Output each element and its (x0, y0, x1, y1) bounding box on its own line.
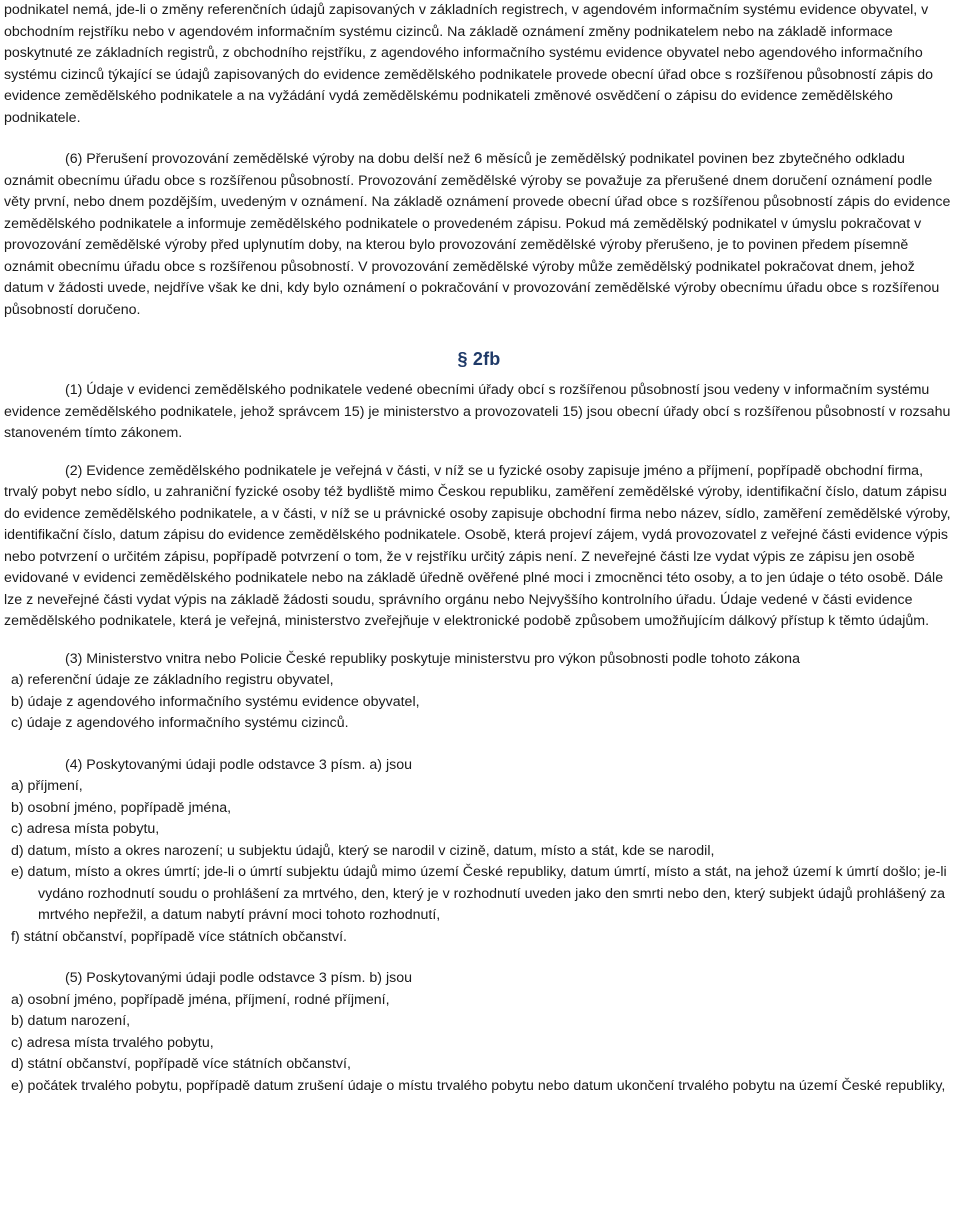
paragraph-1: (1) Údaje v evidenci zemědělského podnikatele vedené obecními úřady obcí s rozšířenou působností jsou vedeny v informačním systému evidence zemědělského podnikatele, jehož správcem 15) je ministerstvo a provozovateli 15) jsou obecní úřady obcí s rozšířenou působností v rozsahu stanoveném tímto zákonem. (4, 382, 951, 441)
list-item: c) adresa místa trvalého pobytu, (11, 1034, 214, 1051)
list-item: d) státní občanství, popřípadě více státních občanství, (11, 1056, 351, 1072)
list-item: e) počátek trvalého pobytu, popřípadě datum zrušení údaje o místu trvalého pobytu nebo datum ukončení trvalého pobytu na území České republiky, (11, 1077, 946, 1094)
list-item: b) datum narození, (11, 1013, 131, 1029)
paragraph-5-intro: (5) Poskytovanými údaji podle odstavce 3 písm. b) jsou (65, 970, 412, 986)
list-item: b) údaje z agendového informačního systému evidence obyvatel, (11, 693, 420, 710)
paragraph-6: (6) Přerušení provozování zemědělské výroby na dobu delší než 6 měsíců je zemědělský podnikatel povinen bez zbytečného odkladu oznámit obecnímu úřadu obce s rozšířenou působností. Provozování zemědělské výroby se považuje za přerušené dnem doručení oznámení podle věty první, nebo dnem pozdějším, uvedeným v oznámení. Na základě oznámení provede obecní úřad obce s rozšířenou působností zápis do evidence zemědělského podnikatele a informuje zemědělského podnikatele o provedeném zápisu. Pokud má zemědělský podnikatel v úmyslu pokračovat v provozování zemědělské výroby před uplynutím doby, na kterou bylo provozování zemědělské výroby přerušeno, je to povinen předem písemně oznámit obecnímu úřadu obce s rozšířenou působností. V provozování zemědělské výroby může zemědělský podnikatel pokračovat dnem, jehož datum v žádosti uvede, nejdříve však ke dni, kdy bylo oznámení o pokračování v provozování zemědělské výroby obecnímu úřadu obce s rozšířenou působností doručeno. (4, 151, 951, 318)
list-item: c) údaje z agendového informačního systému cizinců. (11, 715, 349, 731)
paragraph-continuation: podnikatel nemá, jde-li o změny referenčních údajů zapisovaných v základních registrech, v agendovém informačním systému evidence obyvatel, v obchodním rejstříku nebo v agendovém informačním systému cizinců. Na základě oznámení změny podnikatelem nebo na základě informace poskytnuté ze základních registrů, z obchodního rejstříku, z agendového informačního systému evidence obyvatel nebo agendového informačního systému cizinců týkající se údajů zapisovaných do evidence zemědělského podnikatele provede obecní úřad obce s rozšířenou působností zápis do evidence zemědělského podnikatele a na vyžádání vydá zemědělskému podnikateli změnové osvědčení o zápisu do evidence zemědělského podnikatele. (4, 2, 934, 126)
paragraph-3-list (4, 670, 954, 735)
paragraph-2: (2) Evidence zemědělského podnikatele je veřejná v části, v níž se u fyzické osoby zapisuje jméno a příjmení, popřípadě obchodní firma, trvalý pobyt nebo sídlo, u zahraniční fyzické osoby též bydliště mimo Českou republiku, zaměření zemědělské výroby, identifikační číslo, datum zápisu do evidence zemědělského podnikatele, a v části, v níž se u právnické osoby zapisuje obchodní firma nebo název, sídlo, zaměření zemědělské výroby, identifikační číslo, datum zápisu do evidence zemědělského podnikatele. Osobě, která projeví zájem, vydá provozovatel z veřejné části evidence výpis nebo potvrzení o určitém zápisu, popřípadě potvrzení o tom, že v rejstříku určitý zápis není. Z neveřejné části lze vydat výpis ze zápisu jen osobě evidované v evidenci zemědělského podnikatele nebo na základě úředně ověřené plné moci i zmocněnci této osoby, a to jen údaje o této osobě. Dále lze z neveřejné části vydat výpis na základě žádosti soudu, správního orgánu nebo Nejvyššího kontrolního úřadu. Údaje vedené v části evidence zemědělského podnikatele, která je veřejná, ministerstvo zveřejňuje v elektronické podobě způsobem umožňujícím dálkový přístup k těmto údajům. (4, 462, 951, 629)
section-heading: § 2fb (457, 349, 501, 369)
paragraph-3-intro: (3) Ministerstvo vnitra nebo Policie České republiky poskytuje ministerstvu pro výkon působnosti podle tohoto zákona (65, 650, 800, 667)
list-item: e) datum, místo a okres úmrtí; jde-li o úmrtí subjektu údajů mimo území České republiky, datum úmrtí, místo a stát, na jehož území k úmrtí došlo; je-li vydáno rozhodnutí soudu o prohlášení za mrtvého, den, který je v rozhodnutí uveden jako den smrti nebo den, který subjekt údajů prohlášený za mrtvého nepřežil, a datum nabytí právní moci tohoto rozhodnutí, (11, 864, 947, 923)
list-item: f) státní občanství, popřípadě více státních občanství. (11, 928, 347, 945)
paragraph-5-list (4, 990, 954, 1098)
list-item: c) adresa místa pobytu, (11, 821, 160, 837)
list-item: b) osobní jméno, popřípadě jména, (11, 799, 232, 816)
list-item: d) datum, místo a okres narození; u subjektu údajů, který se narodil v cizině, datum, místo a stát, kde se narodil, (11, 842, 715, 859)
list-item: a) příjmení, (11, 778, 83, 794)
paragraph-4-list (4, 776, 954, 948)
paragraph-4-intro: (4) Poskytovanými údaji podle odstavce 3 písm. a) jsou (65, 756, 412, 773)
list-item: a) referenční údaje ze základního registru obyvatel, (11, 672, 334, 688)
list-item: a) osobní jméno, popřípadě jména, příjmení, rodné příjmení, (11, 991, 390, 1008)
